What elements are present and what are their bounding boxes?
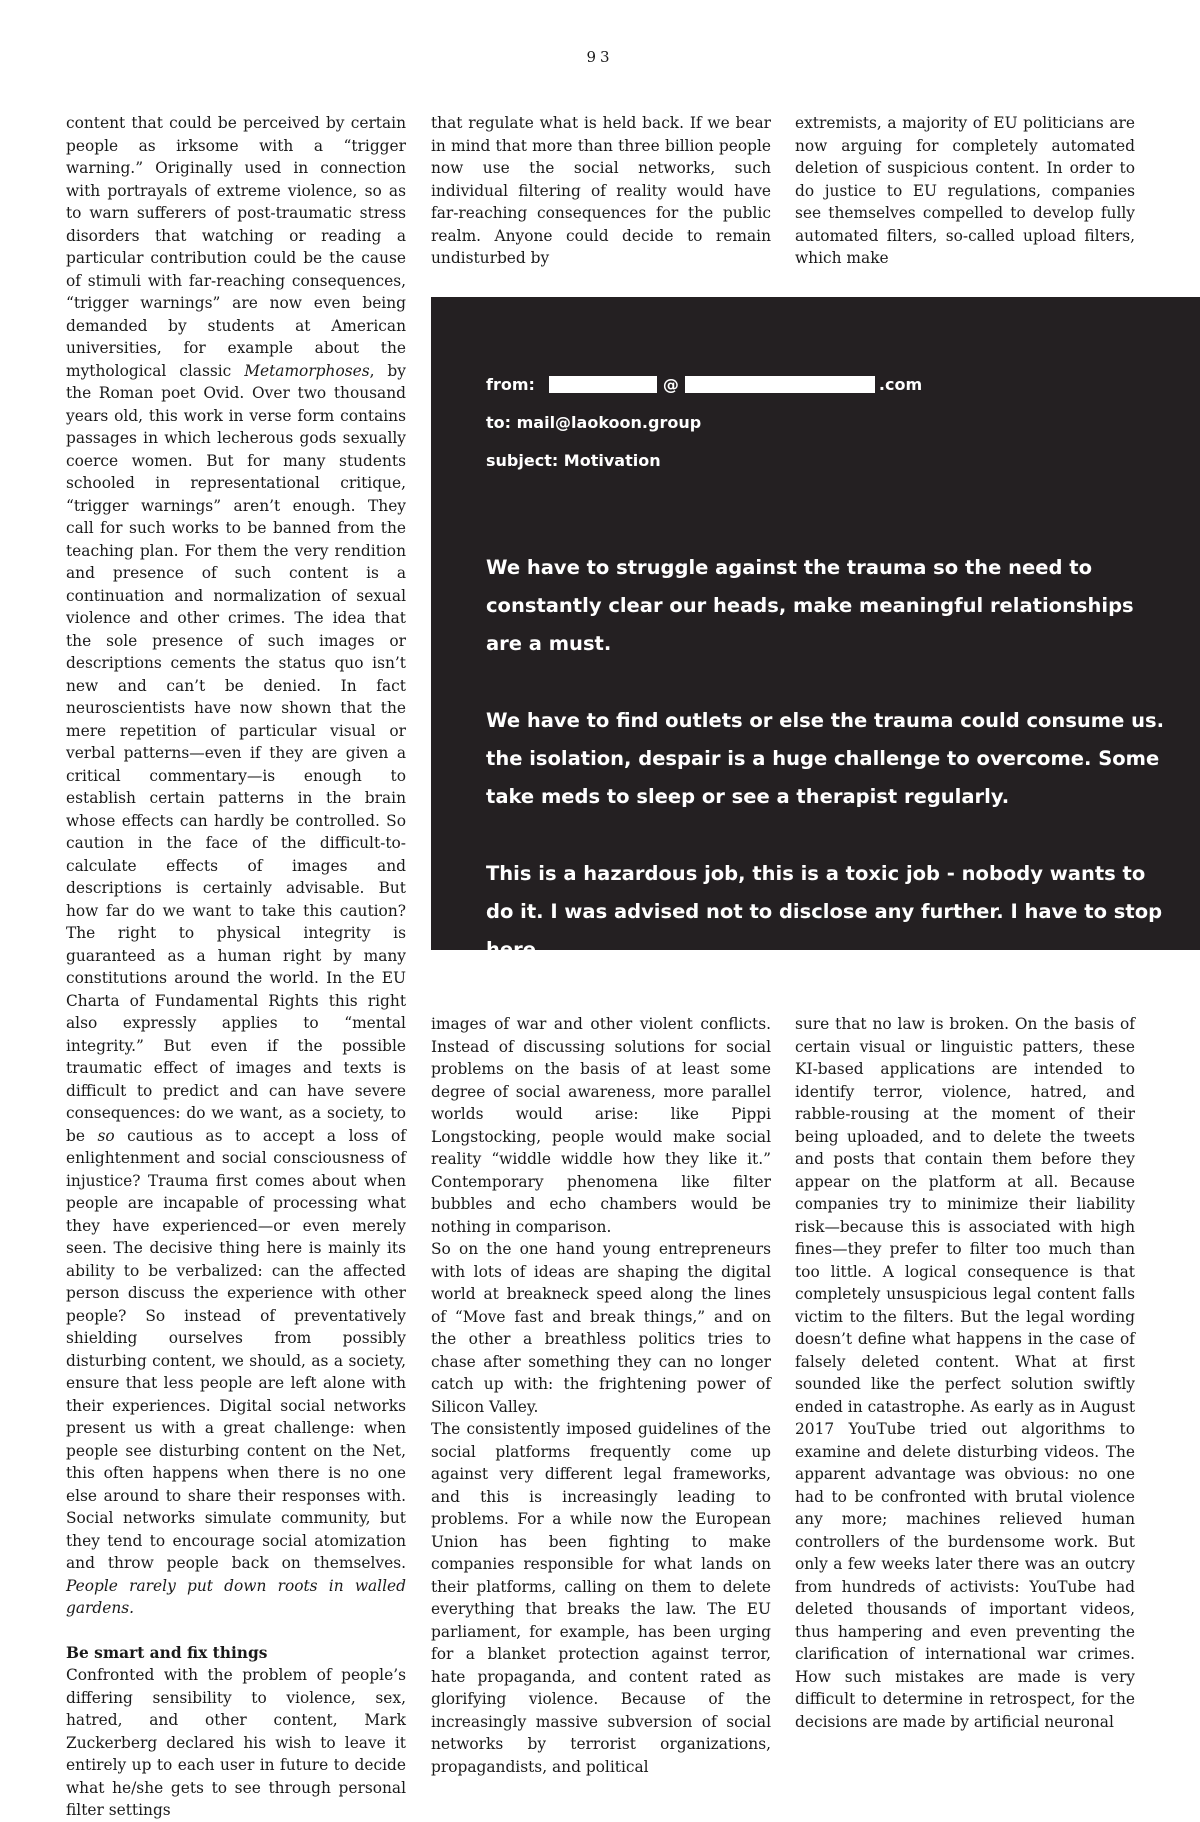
- redaction-bar: [685, 376, 875, 393]
- email-callout: [431, 297, 1200, 961]
- body-paragraph: that regulate what is held back. If we bear in mind that more than three billion people now use the social networks, such individual filtering of reality would have far-reaching consequences for the public realm. Anyone could decide to remain undisturbed by: [431, 114, 771, 267]
- column-left: [66, 112, 406, 1822]
- email-header: [486, 365, 922, 479]
- email-to-line: to: mail@laokoon.group: [486, 412, 702, 432]
- body-paragraph: Confronted with the problem of people’s differing sensibility to violence, sex, hatred, and other content, Mark Zuckerberg declared his wish to leave it entirely up to each user in future to decide what he/she gets to see through personal filter settings: [66, 1666, 406, 1819]
- email-paragraph: We have to find outlets or else the trauma could consume us. the isolation, despair is a huge challenge to overcome. Some take meds to sleep or see a therapist regularly.: [486, 709, 1165, 808]
- domain-suffix: .com: [878, 374, 923, 394]
- redaction-bar: [549, 376, 657, 393]
- email-paragraph: This is a hazardous job, this is a toxic job - nobody wants to do it. I was advised not to disclose any further. I have to stop here.: [486, 862, 1163, 961]
- email-subject-line: subject: Motivation: [486, 450, 661, 470]
- column-middle-top: [431, 112, 771, 270]
- at-sign: @: [662, 374, 679, 394]
- email-from-line: [486, 365, 922, 403]
- column-right-top: [795, 112, 1135, 270]
- emphasis: so: [97, 1126, 115, 1145]
- email-body: [486, 549, 1166, 1008]
- text-run: , by the Roman poet Ovid. Over two thousand years old, this work in verse form contains passages in which lecherous gods sexually coerce women. But for many students schooled in representational critique, “trigger warnings” aren’t enough. They call for such works to be banned from the teaching plan. For them the very rendition and presence of such content is a continuation and normalization of sexual violence and other crimes. The idea that the sole presence of such images or descriptions cements the status quo isn’t new and can’t be denied. In fact neuroscientists have now shown that the mere repetition of particular visual or verbal patterns—even if they are given a critical commentary—is enough to establish certain patterns in the brain whose effects can hardly be controlled. So caution in the face of the difficult-to-calculate effects of images and descriptions is certainly advisable. But how far do we want to take this caution? The right to physical integrity is guaranteed as a human right by many constitutions around the world. In the EU Charta of Fundamental Rights this right also expressly applies to “mental integrity.” But even if the possible traumatic effect of images and texts is difficult to predict and can have severe consequences: do we want, as a society, to be: [66, 361, 406, 1145]
- text-run: cautious as to accept a loss of enlightenment and social consciousness of injustice? Trauma first comes about when people are incapable of processing what they have experienced—or even merely seen. The decisive thing here is mainly its ability to be verbalized: can the affected person discuss the experience with other people? So instead of preventatively shielding ourselves from possibly disturbing content, we should, as a society, ensure that less people are left alone with their experiences. Digital social networks present us with a great challenge: when people see disturbing content on the Net, this often happens when there is no one else around to share their responses with. Social networks simulate community, but they tend to encourage social atomization and throw people back on themselves.: [66, 1126, 406, 1572]
- body-paragraph: [66, 112, 406, 1620]
- emphasis-closing: People rarely put down roots in walled gardens.: [66, 1576, 406, 1617]
- body-paragraph: sure that no law is broken. On the basis of certain visual or linguistic patters, these KI-based applications are intended to identify terror, violence, hatred, and rabble-rousing at the moment of their being uploaded, and to delete the tweets and posts that contain them before they appear on the platform at all. Because companies try to minimize their liability risk—because this is associated with high fines—they prefer to filter too much than too little. A logical consequence is that completely unsuspicious legal content falls victim to the filters. But the legal wording doesn’t define what happens in the case of falsely deleted content. What at first sounded like the perfect solution swiftly ended in catastrophe. As early as in August 2017 YouTube tried out algorithms to examine and delete disturbing videos. The apparent advantage was obvious: no one had to be confronted with brutal violence any more; machines relieved human controllers of the burdensome work. But only a few weeks later there was an outcry from hundreds of activists: YouTube had deleted thousands of important videos, thus hampering and even preventing the clarification of international war crimes. How such mistakes are made is very difficult to determine in retrospect, for the decisions are made by artificial neuronal: [795, 1015, 1135, 1731]
- email-paragraph: We have to struggle against the trauma so the need to constantly clear our heads, make meaningful relationships are a must.: [486, 556, 1134, 655]
- text-run: content that could be perceived by certain people as irksome with a “trigger warning.” Originally used in connection with portrayals of extreme violence, so as to warn sufferers of post-traumatic stress disorders that watching or reading a particular contribution could be the cause of stimuli with far-reaching consequences, “trigger warnings” are now even being demanded by students at American universities, for example about the mythological classic: [66, 114, 406, 380]
- body-paragraph: extremists, a majority of EU politicians are now arguing for completely automated deletion of suspicious content. In order to do justice to EU regulations, companies see themselves compelled to develop fully automated filters, so-called upload filters, which make: [795, 114, 1135, 267]
- column-right-bottom: [795, 1013, 1135, 1733]
- section-subheading: Be smart and fix things: [66, 1643, 268, 1662]
- from-label: from:: [486, 374, 535, 394]
- book-title: Metamorphoses: [244, 361, 370, 380]
- page-number: 93: [586, 48, 614, 66]
- body-paragraph: So on the one hand young entrepreneurs with lots of ideas are shaping the digital world at breakneck speed along the lines of “Move fast and break things,” and on the other a breathless politics tries to chase after something they can no longer catch up with: the frightening power of Silicon Valley.: [431, 1240, 771, 1416]
- column-middle-bottom: [431, 1013, 771, 1778]
- body-paragraph: The consistently imposed guidelines of the social platforms frequently come up against very different legal frameworks, and this is increasingly leading to problems. For a while now the European Union has been fighting to make companies responsible for what lands on their platforms, calling on them to delete everything that breaks the law. The EU parliament, for example, has been urging for a blanket protection against terror, hate propaganda, and content rated as glorifying violence. Because of the increasingly massive subversion of social networks by terrorist organizations, propagandists, and political: [431, 1420, 771, 1776]
- body-paragraph: images of war and other violent conflicts. Instead of discussing solutions for social problems on the basis of at least some degree of social awareness, more parallel worlds would arise: like Pippi Longstocking, people would make social reality “widdle widdle how they like it.” Contemporary phenomena like filter bubbles and echo chambers would be nothing in comparison.: [431, 1015, 771, 1236]
